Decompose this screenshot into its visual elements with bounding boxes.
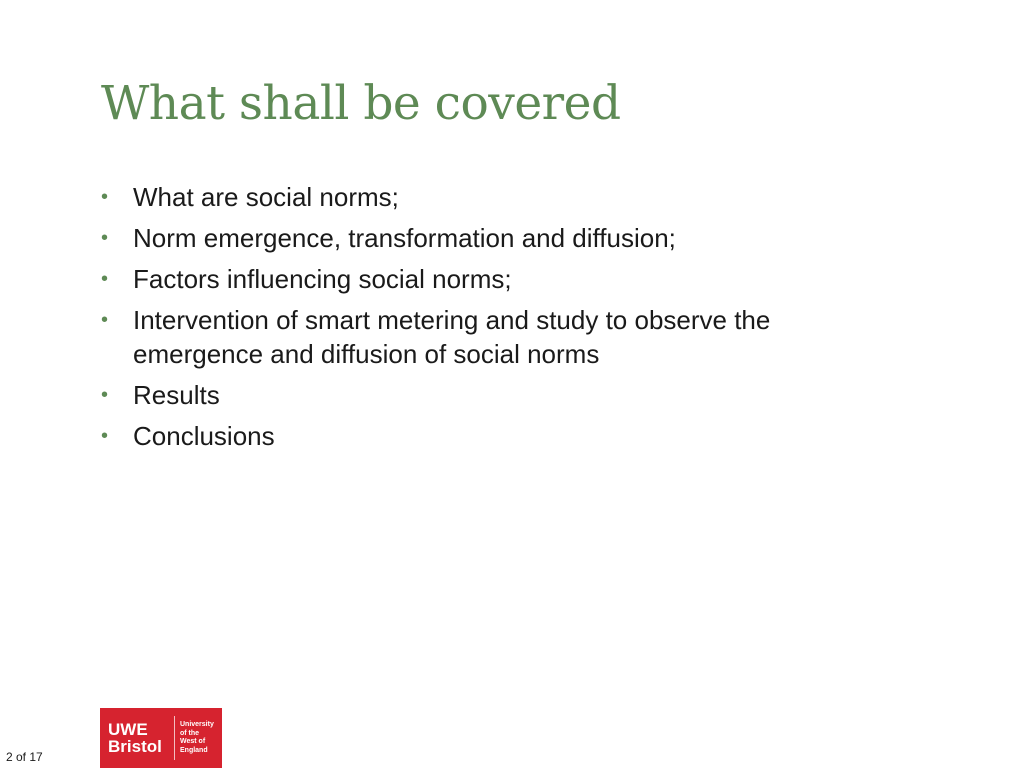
bullet-icon: • — [101, 268, 109, 290]
bullet-icon: • — [101, 384, 109, 406]
bullet-icon: • — [101, 227, 109, 249]
list-item — [101, 378, 821, 412]
bullet-icon: • — [101, 186, 109, 208]
logo-wordmark — [100, 721, 172, 755]
bullet-text: Results — [133, 380, 220, 410]
bullet-text: What are social norms; — [133, 182, 399, 212]
list-item — [101, 180, 821, 214]
logo-line2: Bristol — [108, 737, 162, 756]
bullet-icon: • — [101, 425, 109, 447]
bullet-text: Norm emergence, transformation and diffusion; — [133, 223, 676, 253]
slide-title: What shall be covered — [101, 76, 621, 131]
logo-subtitle — [180, 721, 214, 755]
logo-sub1: University — [180, 721, 214, 728]
logo-divider — [174, 716, 175, 760]
logo-line1: UWE — [108, 720, 148, 739]
logo-sub3: West of — [180, 738, 206, 745]
list-item — [101, 419, 821, 453]
logo-sub2: of the — [180, 729, 200, 737]
bullet-text: Intervention of smart metering and study to observe the emergence and diffusion of social norms — [133, 305, 771, 369]
bullet-text: Conclusions — [133, 421, 275, 451]
uwe-bristol-logo — [100, 708, 222, 768]
list-item — [101, 262, 821, 296]
page-indicator: 2 of 17 — [6, 750, 43, 764]
logo-sub4: England — [180, 746, 208, 754]
list-item — [101, 221, 821, 255]
bullet-text: Factors influencing social norms; — [133, 264, 512, 294]
bullet-icon: • — [101, 309, 109, 331]
list-item — [101, 303, 821, 371]
bullet-list — [101, 180, 821, 460]
